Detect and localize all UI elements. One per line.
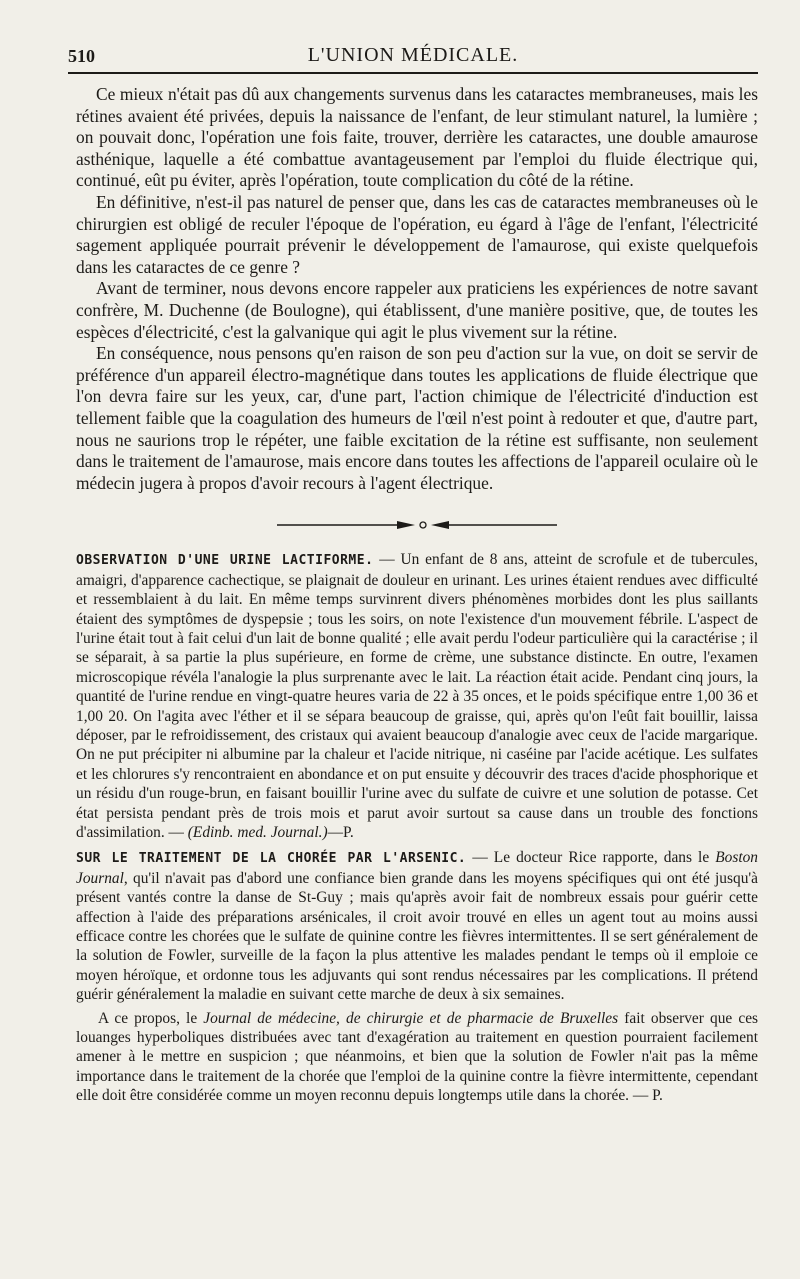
observation-signature: —P. — [327, 823, 354, 841]
header-rule — [68, 72, 758, 74]
divider-ornament-icon — [257, 518, 577, 532]
follow-up-after: fait observer que ces louanges hyperboliques distribuées avec tant d'exagération au traitement en question pourraient facilement amener à le mettre en suspicion ; que néanmoins, et bien que la solution de Fowler n'ait pas la même importance dans le traitement de la chorée que l'emploi de la quinine contre la fièvre intermittente, cependant elle doit être considérée comme un moyen reconnu depuis longtemps utile dans la chorée. — P. — [76, 1009, 759, 1105]
choree-heading: SUR LE TRAITEMENT DE LA CHORÉE PAR L'ARSENIC. — [76, 851, 467, 867]
page-header — [68, 38, 758, 68]
observation-source: (Edinb. med. Journal.) — [187, 823, 328, 841]
body-paragraph: En définitive, n'est-il pas naturel de penser que, dans les cas de cataractes membraneuses où le chirurgien est obligé de reculer l'époque de l'opération, eu égard à l'âge de l'enfant, l'électricité sagement appliquée pourrait prévenir le développement de l'amaurose, qui existe quelquefois dans les cataractes de ce genre ? — [76, 191, 758, 277]
choree-follow-up — [76, 1009, 758, 1106]
body-paragraph: Avant de terminer, nous devons encore rappeler aux praticiens les expériences de notre savant confrère, M. Duchenne (de Boulogne), qui établissent, d'une manière positive, que, de toutes les espèces d'électricité, c'est la galvanique qui agit le plus vivement sur la rétine. — [76, 278, 758, 342]
page-number: 510 — [68, 46, 95, 66]
choree-text-before: — Le docteur Rice rapporte, dans le — [466, 849, 716, 867]
follow-up-before: A ce propos, le — [98, 1009, 204, 1027]
section-divider-ornament — [76, 516, 758, 532]
choree-note — [76, 848, 758, 1004]
choree-text-after: , qu'il n'avait pas d'abord une confiance bien grande dans les moyens spécifiques qui ont été jusqu'à présent vantés contre la danse de St-Guy ; mais qu'après avoir fait de nombreux essais pour guérir cette affection à l'aide des préparations arsénicales, il croit avoir trouvé en elles un agent tout au moins aussi efficace contre les chorées que le sulfate de quinine contre les fièvres intermittentes. Il se sert généralement de la solution de Fowler, surveille de la façon la plus attentive les malades pendant le temps où il emploie ce moyen héroïque, et ordonne tous les adjuvants qui sont rendus nécessaires par les complications. Il prétend guérir généralement la maladie en suivant cette marche de deux à six semaines. — [76, 869, 758, 1004]
follow-up-journal: Journal de médecine, de chirurgie et de pharmacie de Bruxelles — [203, 1009, 619, 1027]
observation-note — [76, 550, 758, 842]
page-content — [76, 84, 758, 1106]
journal-title: L'UNION MÉDICALE. — [307, 44, 519, 66]
observation-text: — Un enfant de 8 ans, atteint de scrofule et de tubercules, amaigri, d'apparence cachectique, se plaignait de douleur en urinant. Les urines étaient rendues avec difficulté et ressemblaient à du lait. En même temps survinrent divers phénomènes morbides dont les plus saillants étaient des symptômes de dyspepsie ; tous les soirs, on note l'existence d'un mouvement fébrile. L'aspect de l'urine était tout à fait celui d'un lait de bonne qualité ; elle avait perdu l'odeur particulière qui la caractérise ; il se séparait, à sa partie la plus supérieure, en forme de crème, une substance distincte. En outre, l'examen microscopique révéla l'analogie la plus surprenante avec le lait. La réaction était acide. Pendant cinq jours, la quantité de l'urine rendue en vingt-quatre heures varia de 22 à 35 onces, et le poids spécifique entre 1,00 36 et 1,00 20. On l'agita avec l'éther et il se sépara beaucoup de graisse, qui, après qu'on l'eût fait bouillir, laissa déposer, par le refroidissement, des cristaux qui avaient beaucoup d'analogie avec ceux de l'acide margarique. On ne put précipiter ni albumine par la chaleur et l'acide nitrique, ni caséine par l'acide acétique. Les sulfates et les chlorures s'y rencontraient en abondance et on put ensuite y découvrir des traces d'acide phosphorique et un résidu d'un rouge-brun, en faisant bouillir l'urine avec du sulfate de cuivre et une solution de potasse. Cet état persista pendant près de trois mois et parut avoir surtout sa cause dans un trouble des fonctions d'assimilation. — — [76, 551, 758, 841]
body-paragraph: Ce mieux n'était pas dû aux changements survenus dans les cataractes membraneuses, mais les rétines avaient été privées, depuis la naissance de l'enfant, de leur stimulant naturel, la lumière ; on pouvait donc, l'opération une fois faite, trouver, derrière les cataractes, une double amaurose asthénique, laquelle a été combattue avantageusement par l'emploi du fluide électrique qui, continué, eût pu éviter, après l'opération, toute complication du côté de la rétine. — [76, 84, 758, 191]
choree-journal: Boston Journal — [76, 849, 759, 887]
observation-heading: OBSERVATION D'UNE URINE LACTIFORME. — [76, 553, 374, 569]
body-paragraph: En conséquence, nous pensons qu'en raison de son peu d'action sur la vue, on doit se servir de préférence d'un appareil électro-magnétique dans toutes les applications de fluide électrique que l'on devra faire sur les yeux, car, d'une part, l'action chimique de l'électricité d'induction est tellement faible que la coagulation des humeurs de l'œil n'est point à redouter et que, d'autre part, nous ne saurions trop le répéter, une faible excitation de la rétine est suffisante, non seulement dans le traitement de l'amaurose, mais encore dans toutes les affections de l'appareil oculaire où le médecin jugera à propos d'avoir recours à l'agent électrique. — [76, 343, 758, 493]
